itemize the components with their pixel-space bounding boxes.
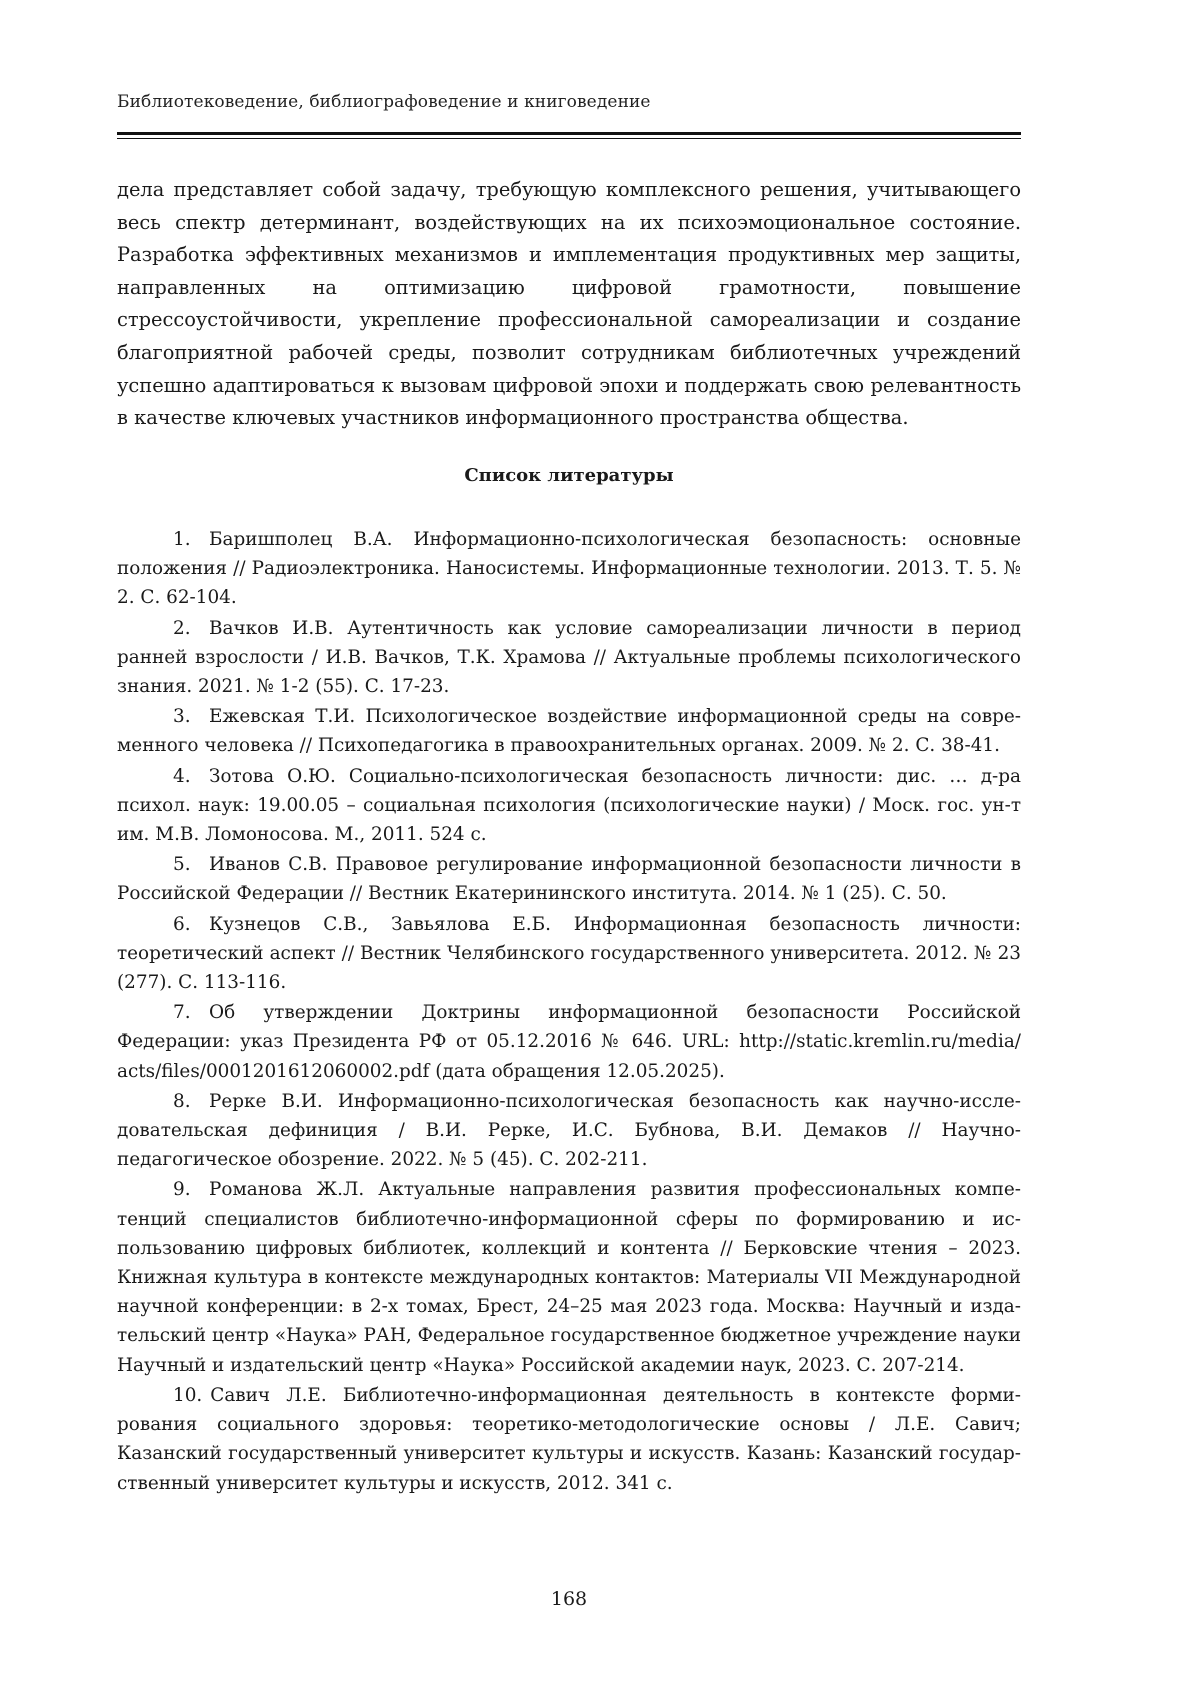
reference-text: Рерке В.И. Информационно-психологическая безопасность как научно-исследовательская дефиниция / В.И. Рерке, И.С. Бубнова, В.И. Демаков // Научно-педагогическое обозрение. 2022. № 5 (45). С. 202-211. <box>117 1090 1021 1171</box>
reference-number: 7. <box>173 1002 191 1024</box>
reference-item-7 <box>117 998 1021 1086</box>
reference-number: 1. <box>173 529 191 550</box>
reference-text: Баришполец В.А. Информационно-психологическая безопасность: основные положения // Радиоэлектроника. Наносистемы. Информационные технологии. 2013. Т. 5. № 2. С. 62-104. <box>117 529 1021 609</box>
reference-item-8 <box>117 1087 1021 1175</box>
reference-number: 2. <box>173 617 191 639</box>
reference-item-4 <box>117 762 1021 850</box>
running-header: Библиотековедение, библиографоведение и книговедение <box>117 92 651 112</box>
reference-text: Иванов С.В. Правовое регулирование информационной безопасности личности в Российской Федерации // Вестник Екатерининского института. 2014. № 1 (25). С. 50. <box>117 854 1021 905</box>
reference-number: 6. <box>173 913 191 935</box>
reference-text: Зотова О.Ю. Социально-психологическая безопасность личности: дис. … д-ра психол. наук: 19.00.05 – социальная психология (психологические науки) / Моск. гос. ун-т им. М.В. Ломоносова. М., 2011. 524 с. <box>117 765 1021 846</box>
reference-item-3 <box>117 702 1021 760</box>
reference-number: 5. <box>173 854 191 876</box>
reference-number: 8. <box>173 1090 191 1112</box>
reference-text: Об утверждении Доктрины информационной безопасности Российской Федерации: указ Президента РФ от 05.12.2016 № 646. URL: http://static.kremlin.ru/media/ acts/files/0001201612060002.pdf (дата обращения 12.05.2025). <box>117 1002 1021 1082</box>
reference-number: 4. <box>173 765 191 787</box>
page-number: 168 <box>550 1588 588 1610</box>
reference-item-10 <box>117 1381 1021 1498</box>
reference-number: 3. <box>173 706 191 728</box>
header-rule-thin <box>117 138 1021 139</box>
reference-text: Вачков И.В. Аутентичность как условие самореализации личности в период ранней взрослости / И.В. Вачков, Т.К. Храмова // Актуальные проблемы психологического знания. 2021. № 1-2 (55). С. 17-23. <box>117 617 1021 698</box>
references-list <box>117 525 1021 1499</box>
reference-text: Савич Л.Е. Библиотечно-информационная деятельность в контексте формирования социального здоровья: теоретико-методологические основы / Л.Е. Савич; Казанский государственный университет культуры и искусств. Казань: Казанский государственный университет культуры и искусств, 2012. 341 с. <box>117 1384 1021 1494</box>
reference-text: Романова Ж.Л. Актуальные направления развития профессиональных компетенций специалистов библиотечно-информационной сферы по формированию и использованию цифровых библиотек, коллекций и контента // Берковские чтения – 2023. Книжная культура в контексте международных контактов: Материалы VII Международной научной конференции: в 2-х томах, Брест, 24–25 мая 2023 года. Москва: Научный и издательский центр «Наука» РАН, Федеральное государственное бюджетное учреждение науки Научный и издательский центр «Наука» Российской академии наук, 2023. С. 207-214. <box>117 1179 1021 1376</box>
references-title: Список литературы <box>464 465 674 486</box>
reference-item-1 <box>117 525 1021 613</box>
reference-item-5 <box>117 850 1021 908</box>
reference-number: 9. <box>173 1179 191 1201</box>
header-rule-thick <box>117 132 1021 135</box>
reference-item-6 <box>117 910 1021 998</box>
body-paragraph: дела представляет собой задачу, требующую комплексного решения, учитывающего весь спектр детерминант, воздействующих на их психоэмоциональное состояние. Разработка эффективных механизмов и имплементация продуктивных мер защиты, направленных на оптимизацию цифровой грамотности, повышение стрессоустойчивости, укрепление профессиональной самореализации и создание благоприятной рабочей среды, позволит сотрудникам библиотечных учреждений успешно адаптироваться к вызовам цифровой эпохи и поддержать свою релевантность в качестве ключевых участников информационного пространства общества. <box>117 178 1021 430</box>
reference-number: 10. <box>173 1384 203 1406</box>
document-page <box>117 0 1021 1698</box>
reference-item-2 <box>117 614 1021 702</box>
reference-text: Ежевская Т.И. Психологическое воздействие информационной среды на современного человека // Психопедагогика в правоохранительных органах. 2009. № 2. С. 38-41. <box>117 706 1021 757</box>
reference-text: Кузнецов С.В., Завьялова Е.Б. Информационная безопасность личности: теоретический аспект // Вестник Челябинского государственного университета. 2012. № 23 (277). С. 113-116. <box>117 913 1021 994</box>
reference-item-9 <box>117 1175 1021 1379</box>
